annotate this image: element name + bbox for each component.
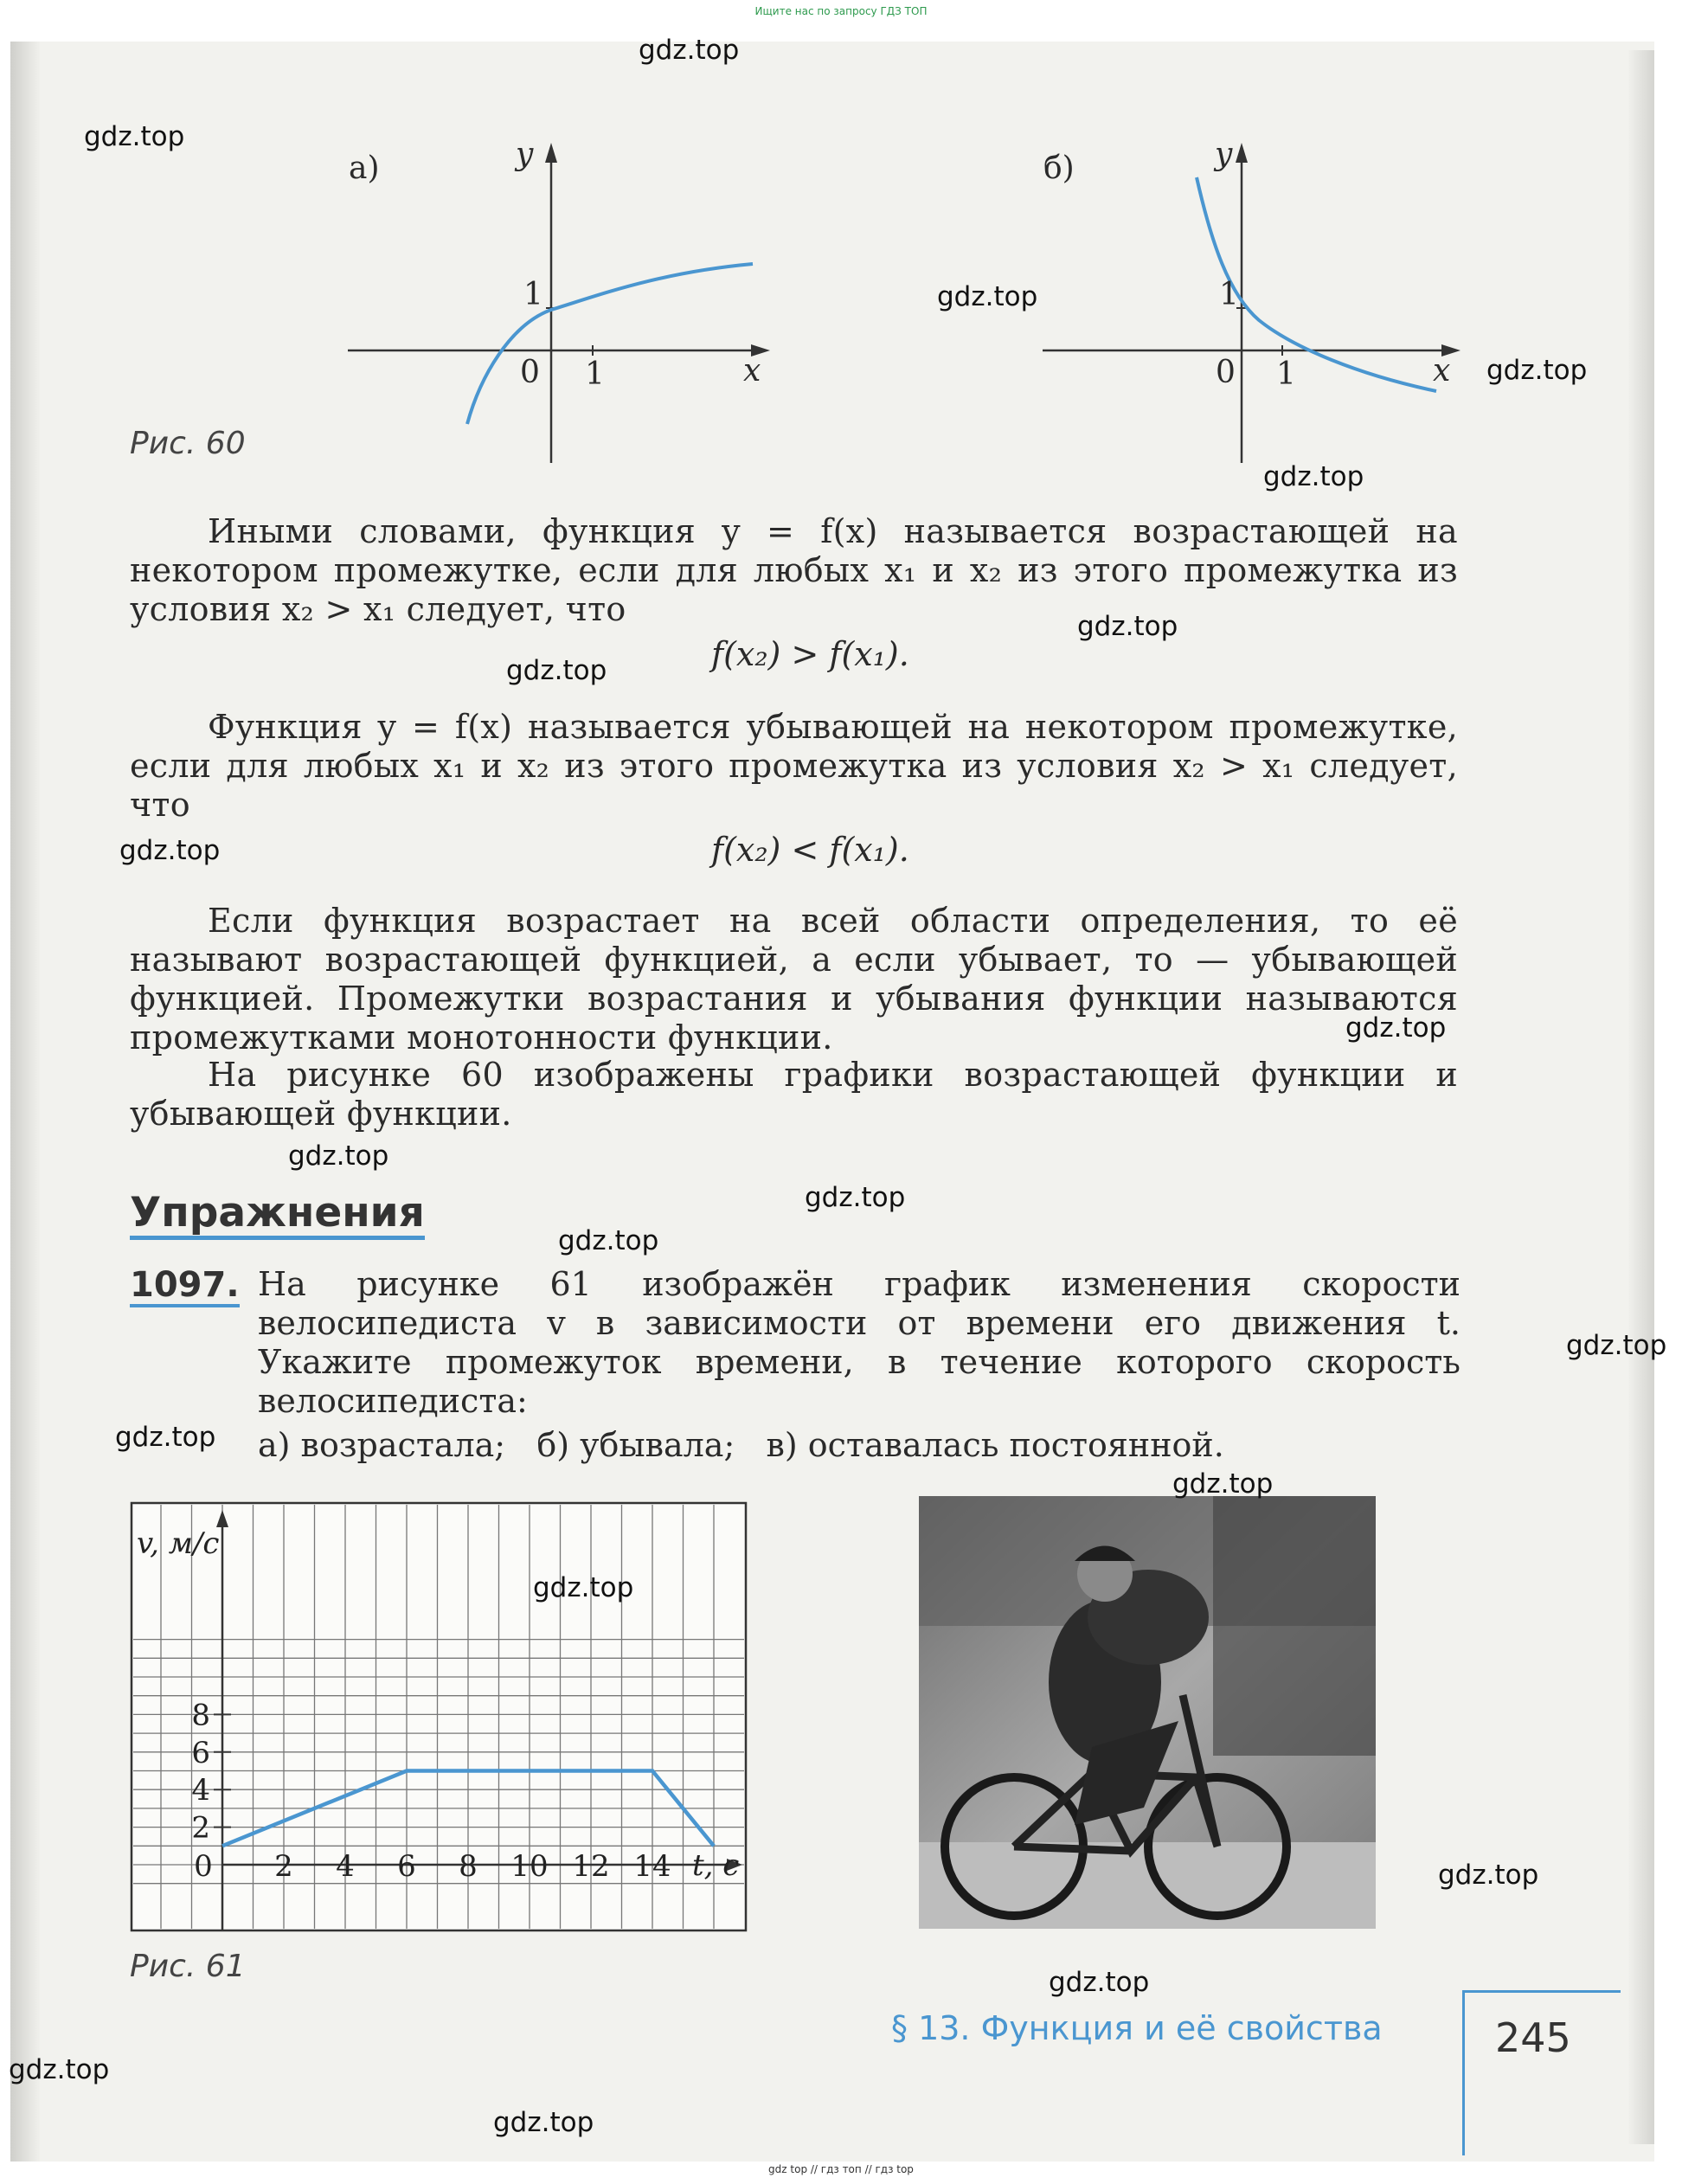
- watermark: gdz.top: [288, 1140, 389, 1172]
- fig60-caption: Рис. 60: [130, 426, 246, 461]
- footer-note: gdz top // гдз топ // гдз top: [768, 2163, 914, 2175]
- header-note: Ищите нас по запросу ГДЗ ТОП: [754, 5, 928, 17]
- watermark: gdz.top: [937, 281, 1038, 312]
- paragraph-decreasing: Функция y = f(x) называется убывающей на некотором промежутке, если для любых x₁ и x₂ из этого промежутка из условия x₂ > x₁ следует, что: [130, 708, 1458, 824]
- fig60-a-zero: 0: [520, 355, 540, 390]
- chart-y-tick-label: 6: [191, 1735, 210, 1770]
- exercises-heading: Упражнения: [130, 1191, 425, 1240]
- fig60-b-one-x: 1: [1276, 357, 1296, 392]
- cyclist-photo: [919, 1496, 1376, 1929]
- exercise-options: а) возрастала; б) убывала; в) оставалась постоянной.: [258, 1426, 1224, 1464]
- chart-y-tick-label: 4: [191, 1773, 210, 1808]
- watermark: gdz.top: [1566, 1330, 1667, 1361]
- chart-y-tick-label: 2: [191, 1810, 210, 1846]
- exercise-text: На рисунке 61 изображён график изменения скорости велосипедиста v в зависимости от времени его движения t. Укажите промежуток времени, в течение которого скорость велосипедиста:: [258, 1265, 1461, 1420]
- exercise-number: 1097.: [130, 1266, 240, 1307]
- fig60-graph-a: [311, 130, 796, 467]
- paragraph-figure-ref: На рисунке 60 изображены графики возрастающей функции и убывающей функции.: [130, 1056, 1458, 1133]
- fig60-b-x-label: x: [1433, 353, 1451, 389]
- fig60-b-label: б): [1043, 151, 1075, 186]
- watermark: gdz.top: [1172, 1468, 1274, 1500]
- watermark: gdz.top: [1049, 1967, 1150, 1998]
- chart-x-tick-label: 2: [274, 1849, 293, 1884]
- watermark: gdz.top: [119, 835, 221, 866]
- chart-x-tick-label: 6: [397, 1849, 416, 1884]
- watermark: gdz.top: [493, 2107, 594, 2138]
- paragraph-increasing: Иными словами, функция y = f(x) называется возрастающей на некотором промежутке, если для любых x₁ и x₂ из этого промежутка из условия x₂ > x₁ следует, что: [130, 512, 1458, 628]
- chart-x-tick-label: 12: [572, 1849, 610, 1884]
- chart-x-tick-label: 4: [336, 1849, 355, 1884]
- fig61-caption: Рис. 61: [130, 1949, 246, 1984]
- watermark: gdz.top: [1345, 1012, 1447, 1044]
- chart-y-tick-label: 8: [191, 1698, 210, 1733]
- formula-decreasing: f(x₂) < f(x₁).: [711, 831, 909, 869]
- fig60-a-y-label: y: [516, 137, 534, 172]
- paragraph-monotonic: Если функция возрастает на всей области определения, то её называют возрастающей функцией, а если убывает, то — убывающей функцией. Промежутки возрастания и убывания функции называются промежутками монотонности функции.: [130, 902, 1458, 1057]
- fig60-b-y-label: y: [1215, 137, 1233, 172]
- fig61-speed-chart: [130, 1501, 749, 1934]
- fig60-b-one-y: 1: [1219, 277, 1239, 312]
- fig60-graph-b: [1030, 130, 1480, 467]
- chart-x-tick-label: 14: [633, 1849, 671, 1884]
- chart-x-tick-label: 8: [459, 1849, 478, 1884]
- watermark: gdz.top: [9, 2054, 110, 2085]
- page-number: 245: [1495, 2014, 1571, 2061]
- watermark: gdz.top: [84, 121, 185, 152]
- chart-x-tick-label: 0: [194, 1849, 213, 1884]
- watermark: gdz.top: [805, 1182, 906, 1213]
- watermark: gdz.top: [506, 655, 607, 686]
- chart-x-tick-label: 10: [510, 1849, 549, 1884]
- cyclist-photo-drawing: [919, 1496, 1376, 1929]
- watermark: gdz.top: [639, 35, 740, 66]
- formula-increasing: f(x₂) > f(x₁).: [711, 635, 909, 673]
- watermark: gdz.top: [1438, 1860, 1539, 1891]
- watermark: gdz.top: [558, 1225, 659, 1256]
- fig60-a-label: а): [349, 151, 380, 186]
- chart-x-label: t, с: [692, 1848, 740, 1883]
- section-title: § 13. Функция и её свойства: [891, 2009, 1383, 2047]
- watermark: gdz.top: [1263, 461, 1364, 492]
- fig60-a-one-x: 1: [585, 357, 605, 392]
- watermark: gdz.top: [1486, 355, 1588, 386]
- page-spine-shadow: [10, 42, 40, 2162]
- watermark: gdz.top: [1077, 611, 1178, 642]
- watermark: gdz.top: [115, 1422, 216, 1453]
- page-edge-shadow: [1628, 50, 1654, 2144]
- watermark: gdz.top: [533, 1572, 634, 1603]
- fig60-b-zero: 0: [1216, 355, 1236, 390]
- fig60-a-one-y: 1: [523, 277, 543, 312]
- fig60-a-x-label: x: [743, 353, 761, 389]
- chart-y-label: v, м/с: [137, 1526, 220, 1561]
